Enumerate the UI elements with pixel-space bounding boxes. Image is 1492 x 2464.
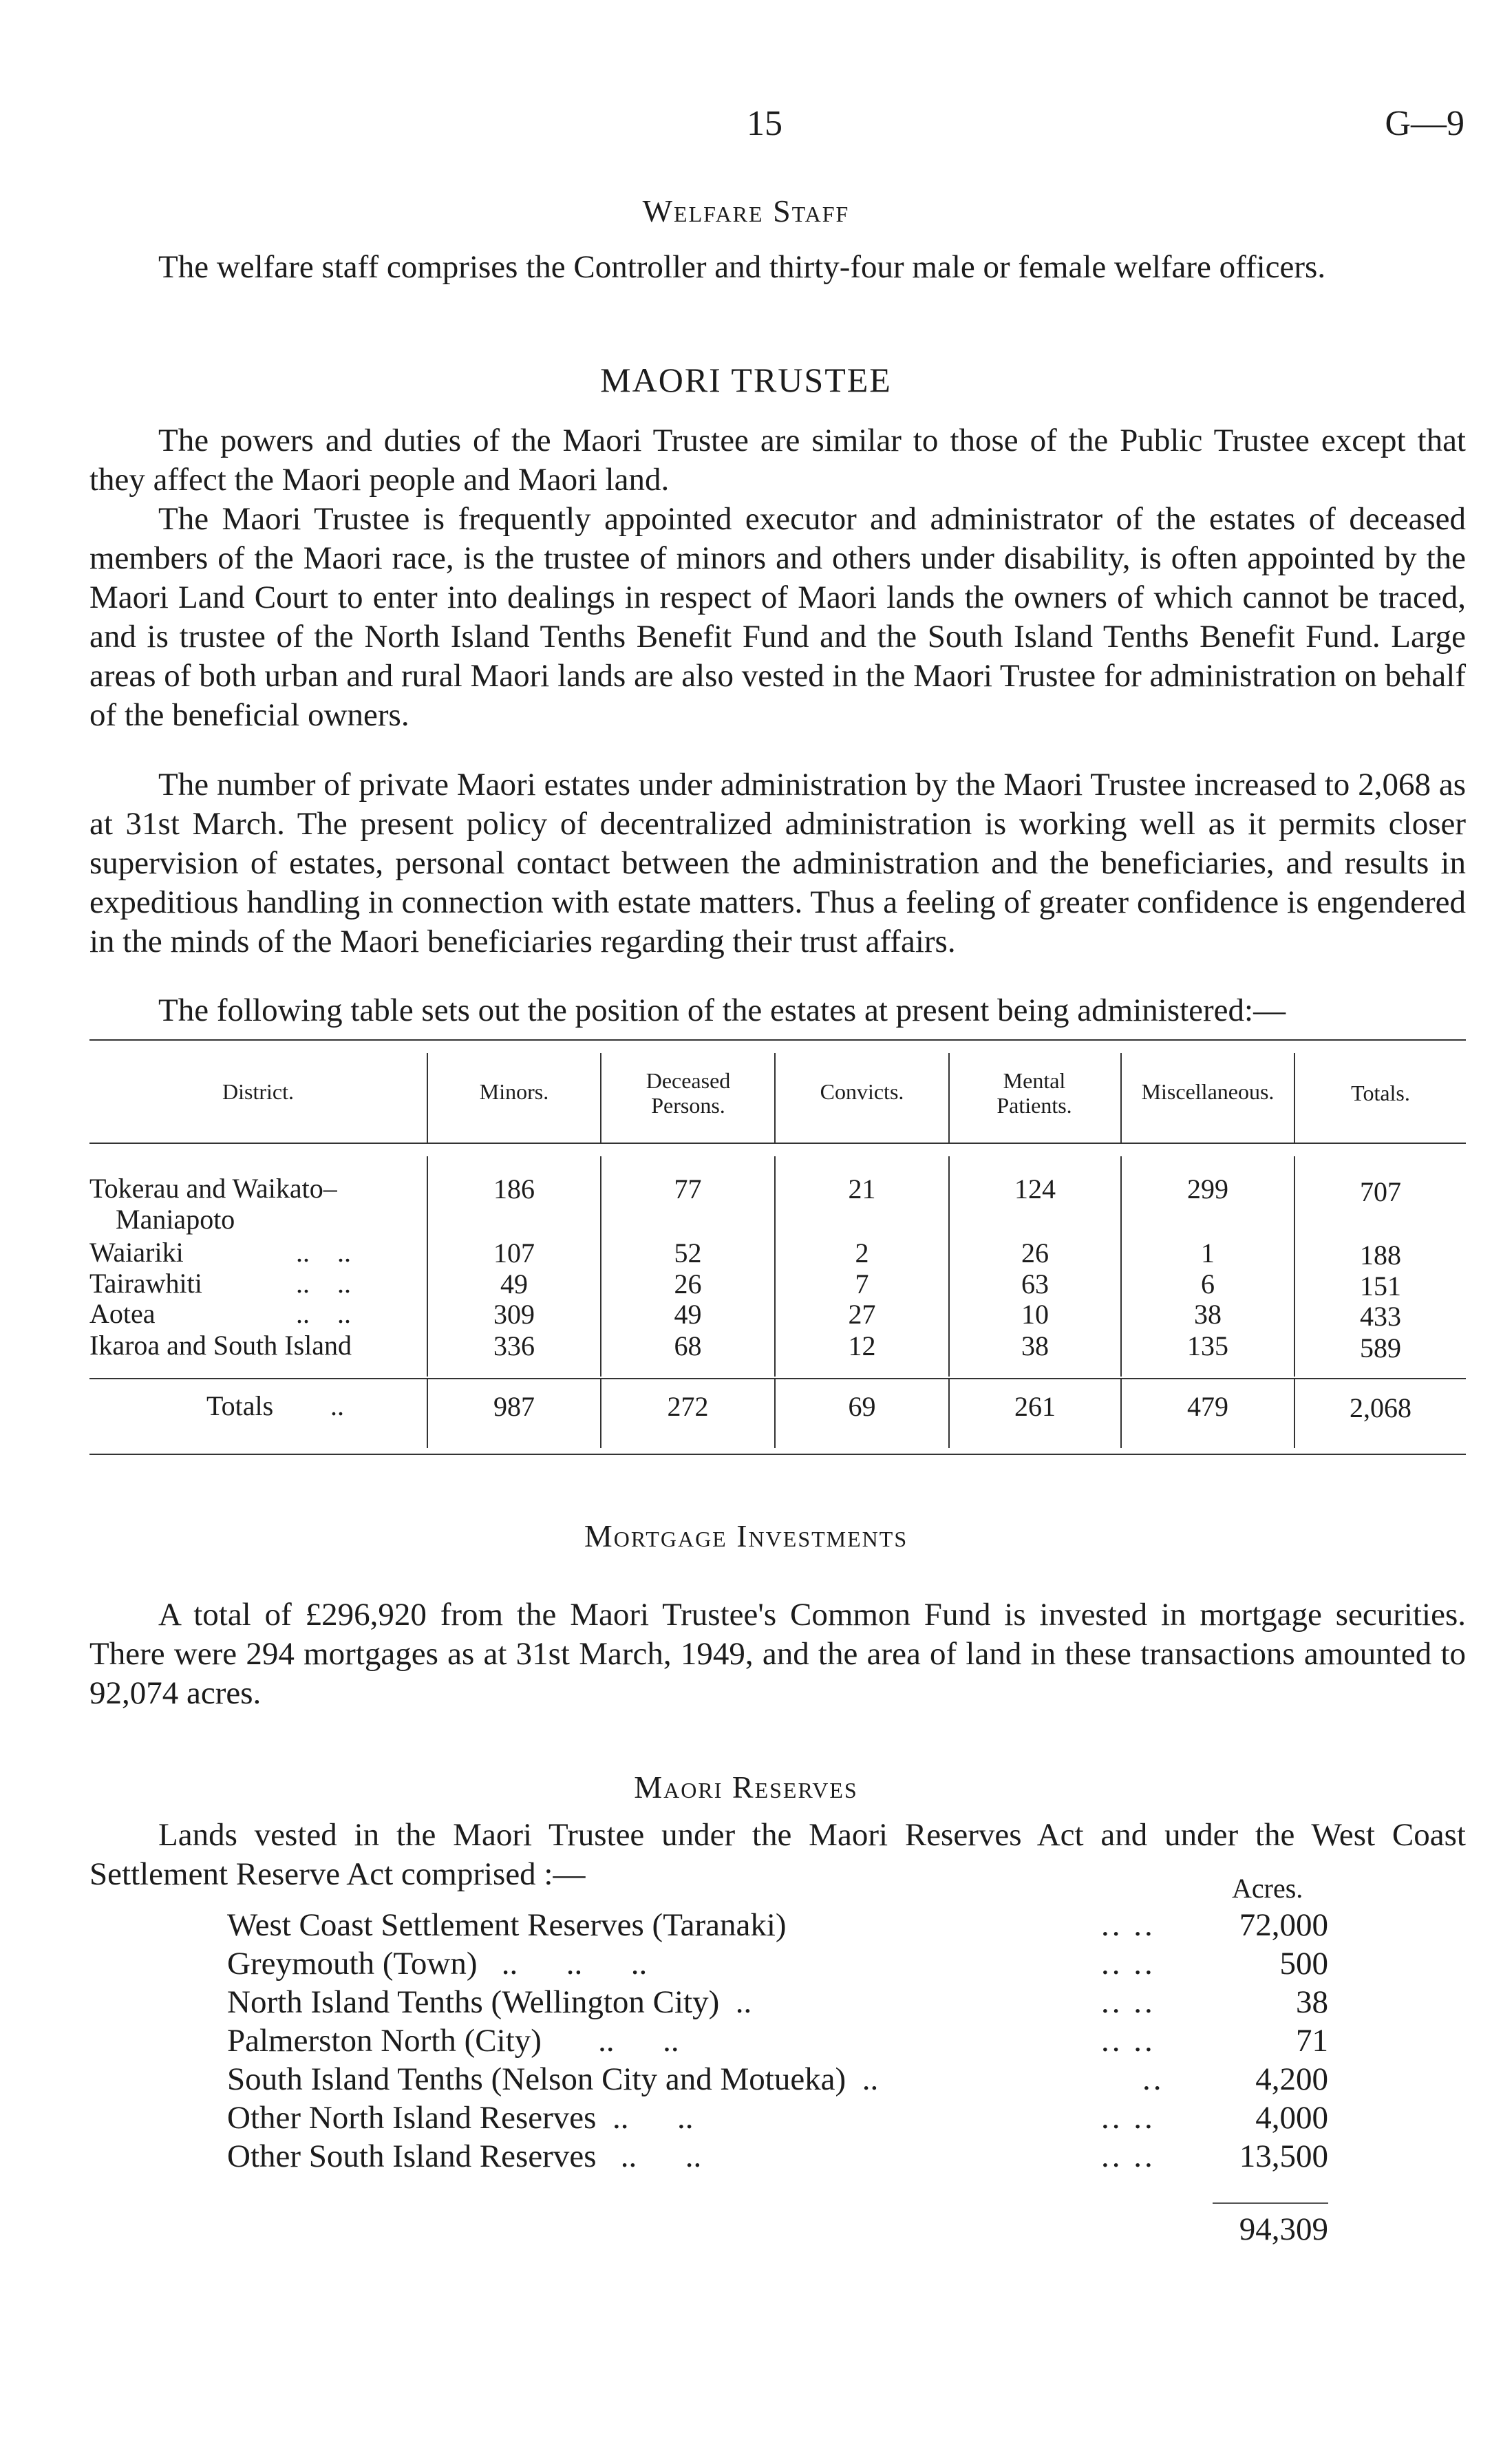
- cell-minors: 49: [500, 1268, 528, 1299]
- list-item: [227, 1945, 1328, 1984]
- cell-totals: 151: [1360, 1271, 1401, 1302]
- trustee-paragraph-4: The following table sets out the position of the estates at present being administered:—: [158, 992, 1286, 1028]
- cell-totals: 707: [1360, 1176, 1401, 1207]
- column-rule: [948, 1053, 950, 1143]
- total-deceased: 272: [667, 1391, 709, 1422]
- column-header-minors: Minors.: [479, 1079, 549, 1104]
- column-header-mental: Mental Patients.: [997, 1068, 1072, 1118]
- list-item: [227, 2138, 1328, 2176]
- leader-dots: ..: [1142, 2061, 1164, 2097]
- cell-mental: 124: [1014, 1173, 1056, 1204]
- cell-minors: 336: [493, 1330, 535, 1361]
- welfare-staff-heading: Welfare Staff: [642, 193, 850, 229]
- reserve-acres: 13,500: [1239, 2138, 1328, 2174]
- column-rule: [600, 1053, 601, 1143]
- leader-dots: .. ..: [1101, 2023, 1155, 2059]
- list-item: [227, 2061, 1328, 2099]
- cell-mental: 38: [1021, 1330, 1049, 1361]
- list-item: [227, 1907, 1328, 1945]
- cell-deceased: 49: [674, 1299, 702, 1330]
- cell-convicts: 21: [848, 1173, 876, 1204]
- grand-total: 2,068: [1350, 1392, 1411, 1423]
- reserve-name: South Island Tenths (Nelson City and Motueka) ..: [227, 2061, 879, 2097]
- reserve-acres: 72,000: [1239, 1907, 1328, 1943]
- cell-misc: 135: [1187, 1330, 1228, 1361]
- welfare-staff-paragraph: The welfare staff comprises the Controller and thirty-four male or female welfare officers.: [158, 249, 1326, 285]
- cell-totals: 589: [1360, 1332, 1401, 1363]
- sum-rule: [1213, 2202, 1328, 2204]
- reserve-name: Palmerston North (City) .. ..: [227, 2023, 679, 2059]
- cell-misc: 299: [1187, 1173, 1228, 1204]
- column-header-district: District.: [222, 1079, 294, 1104]
- column-header-deceased: Deceased Persons.: [646, 1068, 731, 1118]
- total-misc: 479: [1187, 1391, 1228, 1422]
- totals-leader-dots: ..: [330, 1390, 344, 1421]
- reserve-name: Other South Island Reserves .. ..: [227, 2138, 702, 2174]
- total-mental: 261: [1014, 1391, 1056, 1422]
- trustee-paragraph-3: The number of private Maori estates under administration by the Maori Trustee increased to 2,068 as at 31st March. The present policy of decentralized administration is working well as it permits closer supervision of estates, personal contact between the administration and the beneficiaries, and results in expeditious handling in connection with estate matters. Thus a feeling of greater confidence is engendered in the minds of the Maori beneficiaries regarding their trust affairs.: [89, 767, 1466, 959]
- leader-dots: .. ..: [1101, 1907, 1155, 1943]
- district-leader-dots: .. ..: [296, 1237, 351, 1268]
- reserves-total: 94,309: [1239, 2211, 1328, 2247]
- cell-convicts: 12: [848, 1330, 876, 1361]
- column-header-totals: Totals.: [1351, 1081, 1410, 1105]
- cell-minors: 186: [493, 1173, 535, 1204]
- document-reference: G—9: [1385, 104, 1464, 143]
- cell-convicts: 27: [848, 1299, 876, 1330]
- total-minors: 987: [493, 1391, 535, 1422]
- cell-misc: 1: [1201, 1238, 1215, 1268]
- table-bottom-rule: [89, 1454, 1466, 1455]
- district-name: Ikaroa and South Island: [89, 1330, 352, 1361]
- page-number: 15: [747, 104, 782, 143]
- table-row-district: [89, 1173, 406, 1235]
- leader-dots: .. ..: [1101, 2100, 1155, 2136]
- district-leader-dots: .. ..: [296, 1298, 351, 1329]
- reserve-name: Greymouth (Town) .. .. ..: [227, 1946, 648, 1982]
- list-item: [227, 2022, 1328, 2061]
- reserves-intro: Lands vested in the Maori Trustee under the Maori Reserves Act and under the West Coast Settlement Reserve Act comprised :—: [89, 1817, 1466, 1892]
- mortgage-paragraph: A total of £296,920 from the Maori Trustee's Common Fund is invested in mortgage securities. There were 294 mortgages as at 31st March, 1949, and the area of land in these transactions amounted to 92,074 acres.: [89, 1597, 1466, 1711]
- leader-dots: .. ..: [1101, 2138, 1155, 2174]
- cell-totals: 433: [1360, 1301, 1401, 1332]
- district-name: Tairawhiti: [89, 1268, 202, 1299]
- district-leader-dots: .. ..: [296, 1268, 351, 1299]
- leader-dots: .. ..: [1101, 1984, 1155, 2020]
- cell-misc: 38: [1194, 1299, 1222, 1330]
- column-header-miscellaneous: Miscellaneous.: [1141, 1079, 1275, 1104]
- district-name: Aotea: [89, 1298, 156, 1329]
- cell-misc: 6: [1201, 1268, 1215, 1299]
- list-item: [227, 2099, 1328, 2138]
- reserve-acres: 4,000: [1255, 2100, 1328, 2136]
- totals-label: Totals: [206, 1390, 274, 1421]
- total-convicts: 69: [848, 1391, 876, 1422]
- cell-minors: 309: [493, 1299, 535, 1330]
- maori-trustee-heading: MAORI TRUSTEE: [600, 361, 892, 399]
- cell-convicts: 7: [855, 1268, 869, 1299]
- cell-convicts: 2: [855, 1238, 869, 1268]
- cell-mental: 26: [1021, 1238, 1049, 1268]
- district-name: Tokerau and Waikato–Maniapoto: [89, 1173, 337, 1235]
- table-totals-rule: [89, 1378, 1466, 1379]
- reserve-acres: 500: [1279, 1946, 1328, 1982]
- reserve-acres: 71: [1296, 2023, 1328, 2059]
- cell-deceased: 52: [674, 1238, 702, 1268]
- district-name: Waiariki: [89, 1237, 184, 1268]
- acres-column-label: Acres.: [1232, 1873, 1303, 1904]
- cell-deceased: 77: [674, 1173, 702, 1204]
- leader-dots: .. ..: [1101, 1946, 1155, 1982]
- reserve-acres: 4,200: [1255, 2061, 1328, 2097]
- table-header-rule: [89, 1143, 1466, 1144]
- trustee-paragraph-2: The Maori Trustee is frequently appointed executor and administrator of the estates of deceased members of the Maori race, is the trustee of minors and others under disability, is often appointed by the Maori Land Court to enter into dealings in respect of Maori lands the owners of which cannot be traced, and is trustee of the North Island Tenths Benefit Fund and the South Island Tenths Benefit Fund. Large areas of both urban and rural Maori lands are also vested in the Maori Trustee for administration on behalf of the beneficial owners.: [89, 501, 1466, 733]
- trustee-paragraph-1: The powers and duties of the Maori Trustee are similar to those of the Public Trustee except that they affect the Maori people and Maori land.: [89, 423, 1466, 498]
- reserve-name: Other North Island Reserves .. ..: [227, 2100, 694, 2136]
- cell-deceased: 68: [674, 1330, 702, 1361]
- mortgage-investments-heading: Mortgage Investments: [584, 1518, 908, 1553]
- cell-minors: 107: [493, 1238, 535, 1268]
- reserve-name: West Coast Settlement Reserves (Taranaki): [227, 1907, 787, 1943]
- column-header-convicts: Convicts.: [820, 1079, 904, 1104]
- maori-reserves-heading: Maori Reserves: [634, 1770, 858, 1805]
- reserve-acres: 38: [1296, 1984, 1328, 2020]
- list-item: [227, 1984, 1328, 2022]
- cell-deceased: 26: [674, 1268, 702, 1299]
- table-top-rule: [89, 1039, 1466, 1041]
- cell-mental: 10: [1021, 1299, 1049, 1330]
- cell-totals: 188: [1360, 1240, 1401, 1271]
- cell-mental: 63: [1021, 1268, 1049, 1299]
- reserve-name: North Island Tenths (Wellington City) ..: [227, 1984, 752, 2020]
